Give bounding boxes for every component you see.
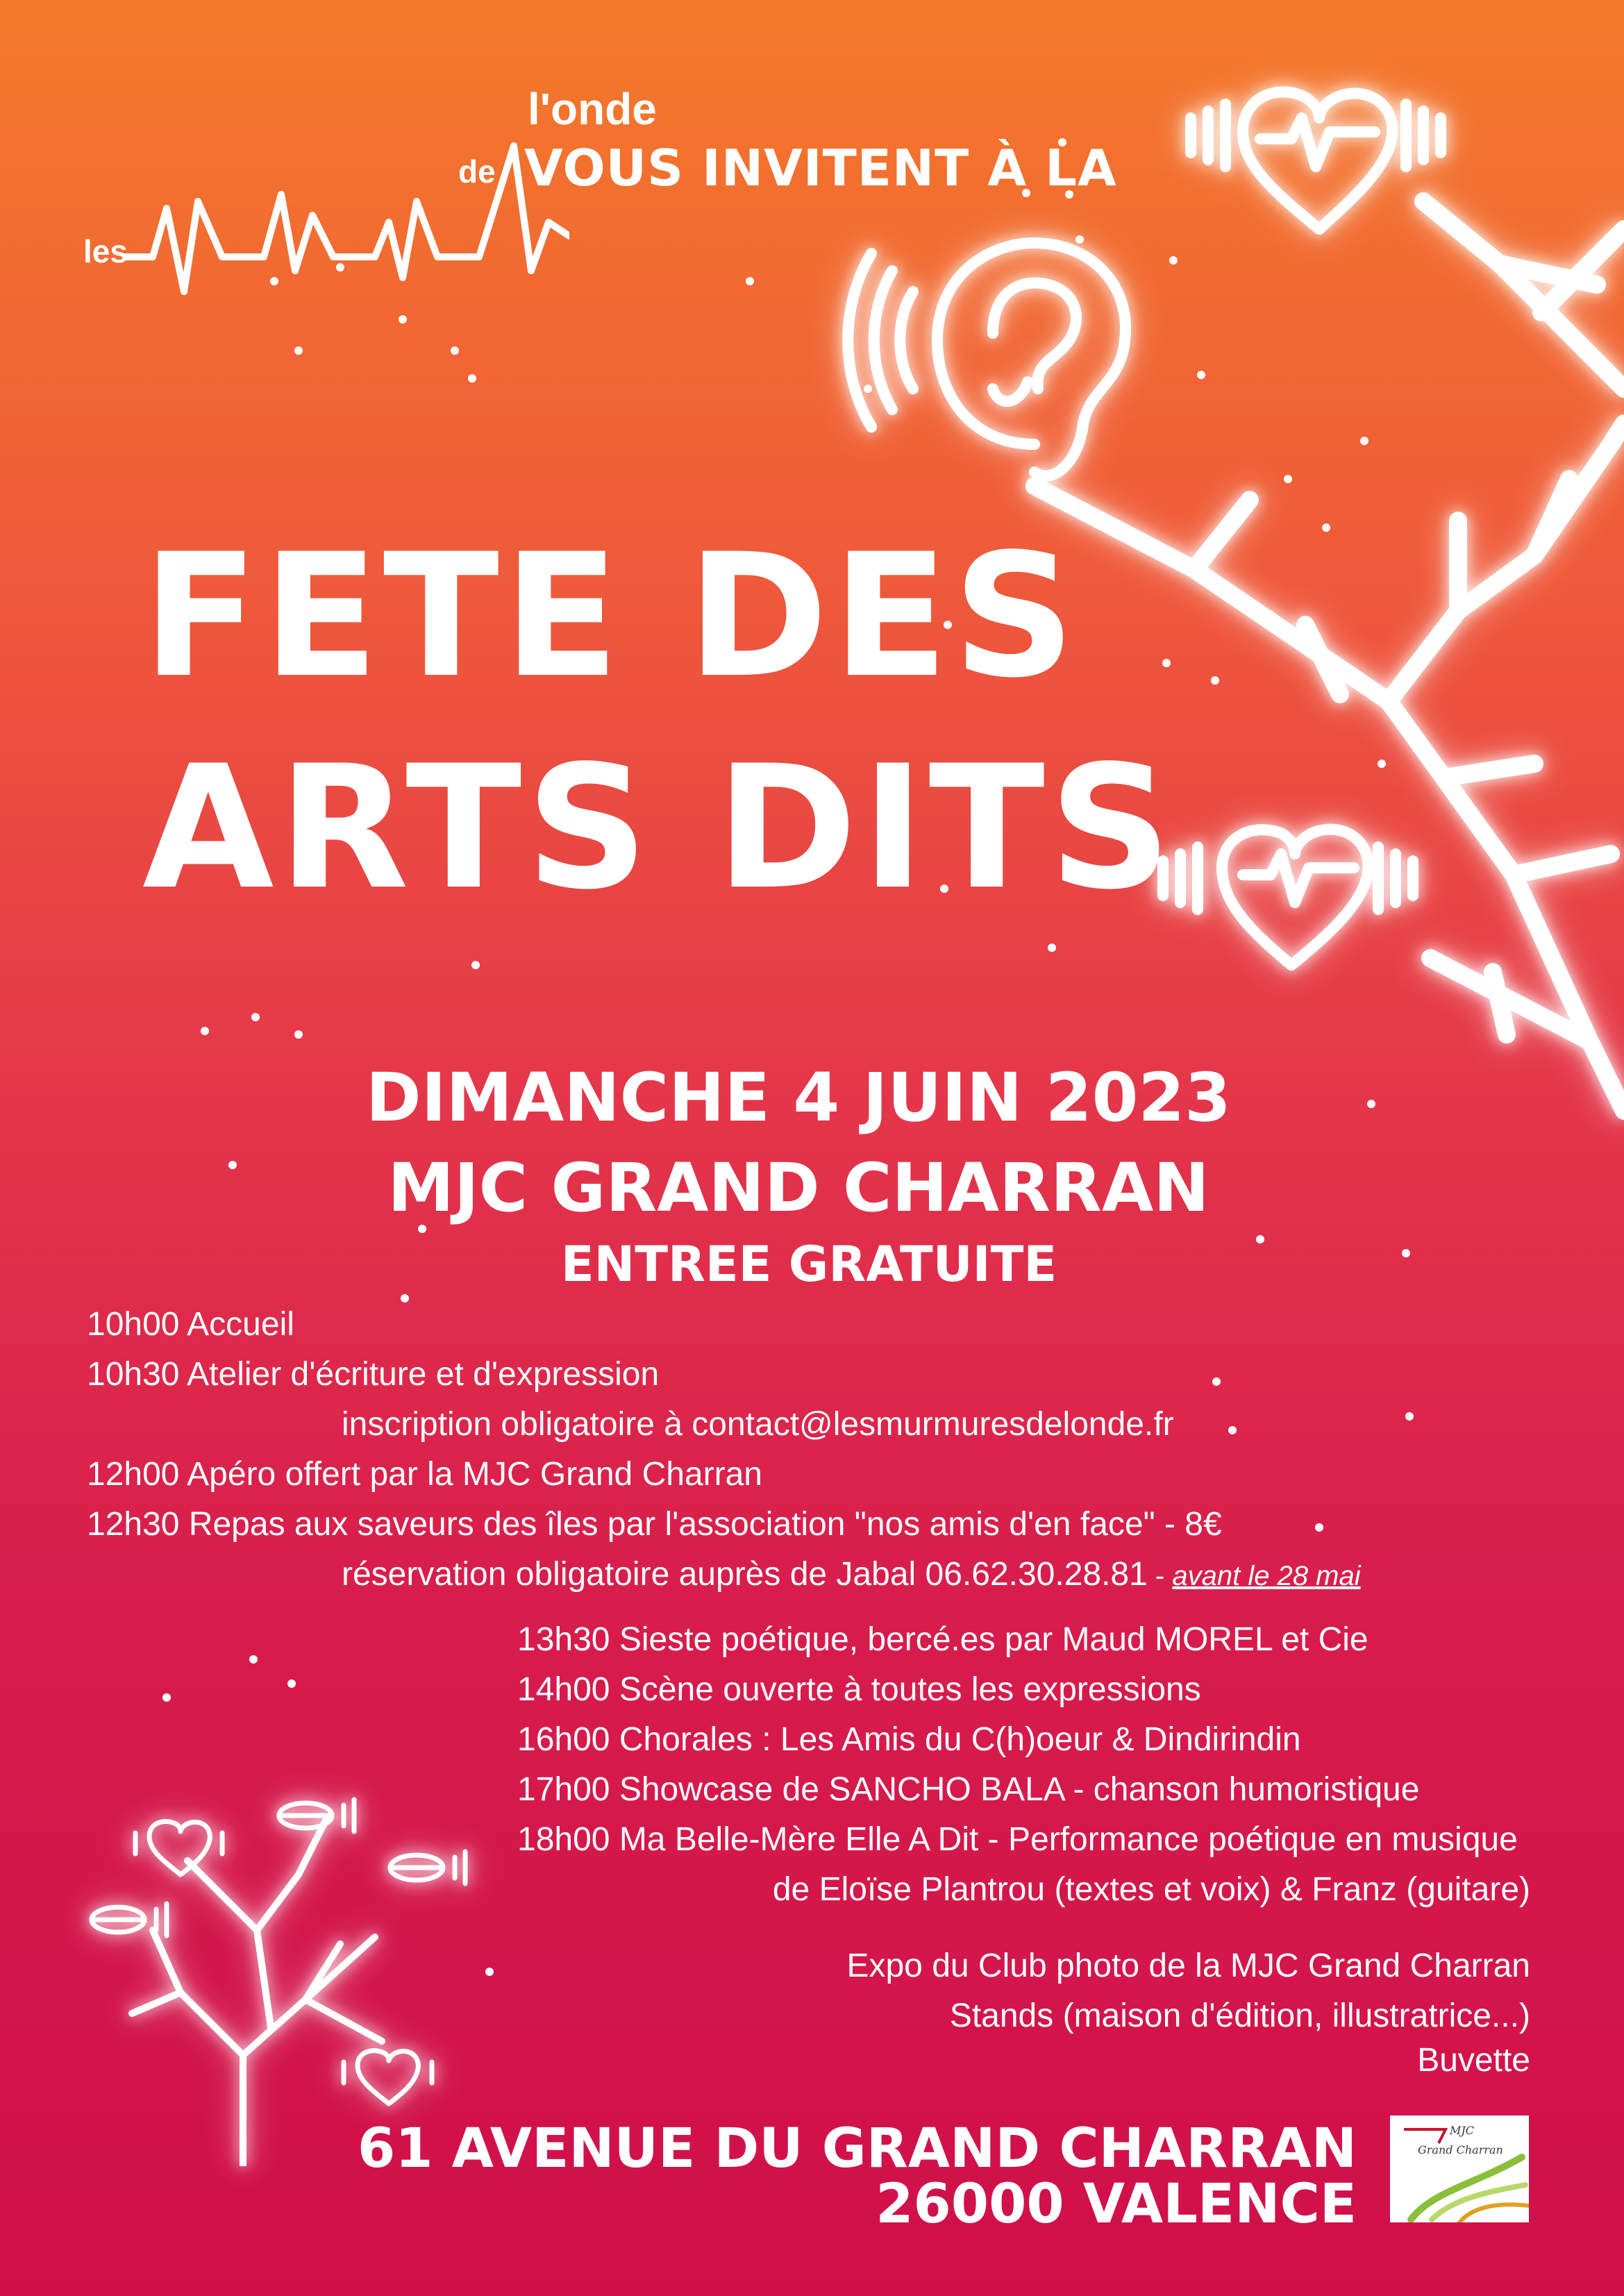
extra-stands: Stands (maison d'édition, illustratrice...) <box>949 1997 1530 2034</box>
heartbeat-line-icon <box>125 118 569 299</box>
logo-mjc: MJC <box>1450 2124 1475 2137</box>
mjc-logo <box>1390 2115 1529 2222</box>
program-item: 14h00 Scène ouverte à toutes les expressions <box>517 1671 1201 1708</box>
entry-free: ENTREE GRATUITE <box>560 1236 1057 1293</box>
brand-les: les <box>83 233 128 269</box>
invite-text: VOUS INVITENT À LA <box>524 139 1117 197</box>
program-item: 10h30 Atelier d'écriture et d'expression <box>87 1356 660 1393</box>
program-note <box>342 1558 1361 1591</box>
title-line-1: FETE DES <box>142 517 1080 715</box>
reservation-deadline: avant le 28 mai <box>1172 1561 1361 1591</box>
title-line-2: ARTS DITS <box>142 729 1176 927</box>
brand-onde: l'onde <box>528 84 657 134</box>
event-date: DIMANCHE 4 JUIN 2023 <box>366 1059 1231 1137</box>
address-line-2: 26000 VALENCE <box>876 2173 1357 2236</box>
brand-de: de <box>458 153 496 190</box>
extra-expo: Expo du Club photo de la MJC Grand Charran <box>846 1947 1530 1984</box>
logo-grand-charran: Grand Charran <box>1418 2143 1503 2156</box>
program-item: 12h30 Repas aux saveurs des îles par l'association "nos amis d'en face" - 8€ <box>87 1506 1222 1543</box>
program-item: 18h00 Ma Belle-Mère Elle A Dit - Performance poétique en musique <box>517 1821 1518 1858</box>
program-item: 12h00 Apéro offert par la MJC Grand Charran <box>87 1456 762 1493</box>
event-venue: MJC GRAND CHARRAN <box>387 1149 1209 1227</box>
program-item: 10h00 Accueil <box>87 1306 294 1343</box>
program-item: 17h00 Showcase de SANCHO BALA - chanson humoristique <box>517 1771 1420 1808</box>
program-item: 16h00 Chorales : Les Amis du C(h)oeur & Dindirindin <box>517 1721 1301 1758</box>
extra-buvette: Buvette <box>1417 2042 1530 2079</box>
reservation-sep: - <box>1147 1561 1173 1591</box>
reservation-text: réservation obligatoire auprès de Jabal 06.62.30.28.81 <box>342 1556 1148 1593</box>
program-item: 13h30 Sieste poétique, bercé.es par Maud MOREL et Cie <box>517 1621 1368 1658</box>
program-note: inscription obligatoire à contact@lesmurmuresdelonde.fr <box>342 1406 1174 1443</box>
address-line-1: 61 AVENUE DU GRAND CHARRAN <box>357 2118 1357 2180</box>
program-note: de Eloïse Plantrou (textes et voix) & Franz (guitare) <box>772 1871 1530 1908</box>
